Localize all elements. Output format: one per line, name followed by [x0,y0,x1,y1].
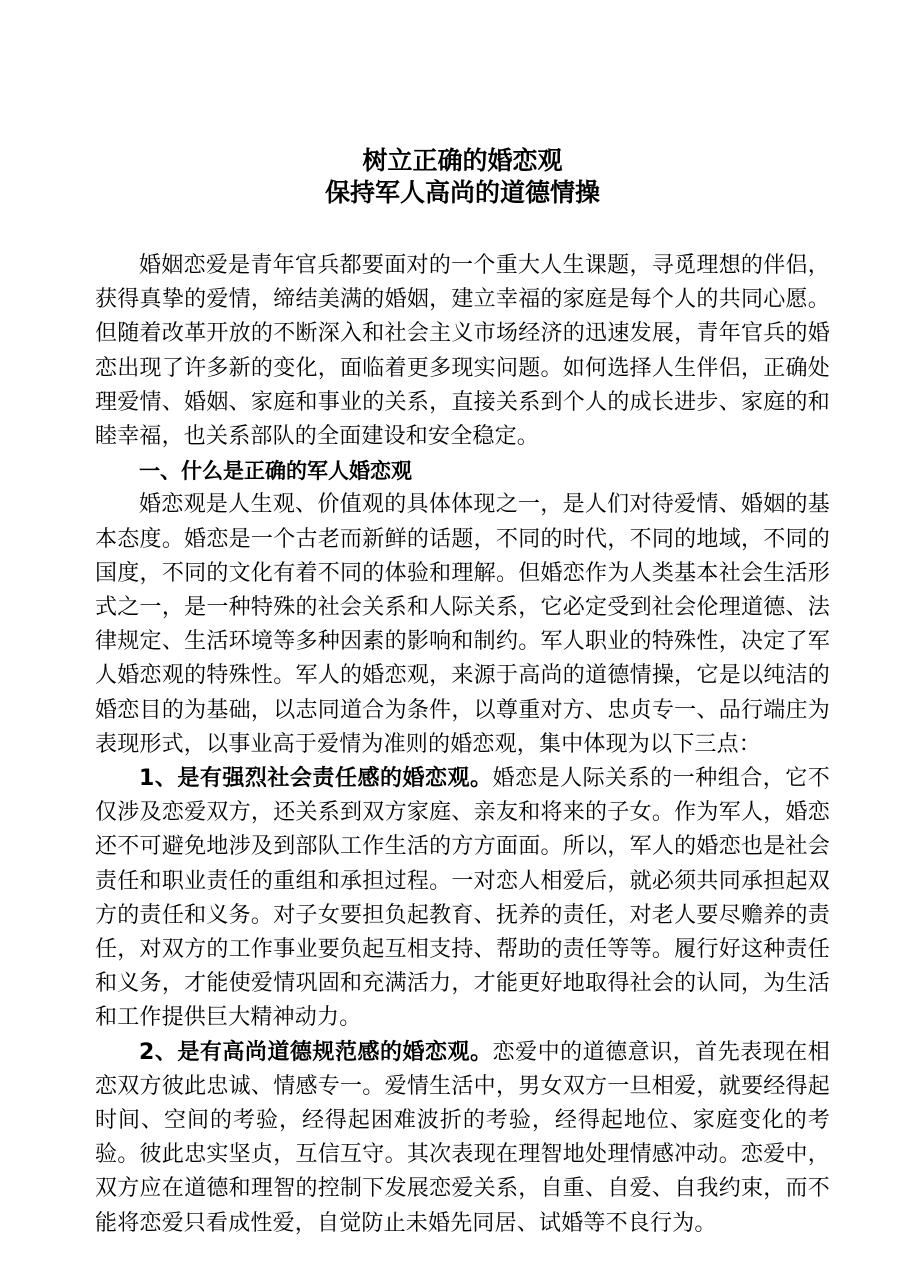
section1-heading: 一、什么是正确的军人婚恋观 [139,459,412,484]
point1-paragraph [95,762,830,1036]
document-title-line2: 保持军人高尚的道德情操 [324,178,600,207]
title-block [95,145,830,209]
point1-body: 婚恋是人际关系的一种组合，它不仅涉及恋爱双方，还关系到双方家庭、亲友和将来的子女。作为军人，婚恋还不可避免地涉及到部队工作生活的方方面面。所以，军人的婚恋也是社会责任和职业责任的重组和承担过程。一对恋人相爱后，就必须共同承担起双方的责任和义务。对子女要担负起教育、抚养的责任，对老人要尽赡养的责任，对双方的工作事业要负起互相支持、帮助的责任等等。履行好这种责任和义务，才能使爱情巩固和充满活力，才能更好地取得社会的认同，为生活和工作提供巨大精神动力。 [95,766,830,1031]
point2-body: 恋爱中的道德意识，首先表现在相恋双方彼此忠诚、情感专一。爱情生活中，男女双方一旦相爱，就要经得起时间、空间的考验，经得起困难波折的考验，经得起地位、家庭变化的考验。彼此忠实坚贞，互信互守。其次表现在理智地处理情感冲动。恋爱中，双方应在道德和理智的控制下发展恋爱关系，自重、自爱、自我约束，而不能将恋爱只看成性爱，自觉防止未婚先同居、试婚等不良行为。 [95,1039,830,1236]
document-title-line1: 树立正确的婚恋观 [362,146,563,175]
point2-lead: 2、是有高尚道德规范感的婚恋观。 [139,1039,493,1065]
document-page [95,145,830,1241]
intro-paragraph: 婚姻恋爱是青年官兵都要面对的一个重大人生课题，寻觅理想的伴侣，获得真挚的爱情，缔结美满的婚姻，建立幸福的家庭是每个人的共同心愿。但随着改革开放的不断深入和社会主义市场经济的迅速发展，青年官兵的婚恋出现了许多新的变化，面临着更多现实问题。如何选择人生伴侣，正确处理爱情、婚姻、家庭和事业的关系，直接关系到个人的成长进步、家庭的和睦幸福，也关系部队的全面建设和安全稳定。 [95,253,830,450]
point2-paragraph [95,1036,830,1241]
section1-paragraph: 婚恋观是人生观、价值观的具体体现之一，是人们对待爱情、婚姻的基本态度。婚恋是一个古老而新鲜的话题，不同的时代，不同的地域，不同的国度，不同的文化有着不同的体验和理解。但婚恋作为人类基本社会生活形式之一，是一种特殊的社会关系和人际关系，它必定受到社会伦理道德、法律规定、生活环境等多种因素的影响和制约。军人职业的特殊性，决定了军人婚恋观的特殊性。军人的婚恋观，来源于高尚的道德情操，它是以纯洁的婚恋目的为基础，以志同道合为条件，以尊重对方、忠贞专一、品行端庄为表现形式，以事业高于爱情为准则的婚恋观，集中体现为以下三点： [95,492,830,757]
point1-lead: 1、是有强烈社会责任感的婚恋观。 [139,766,493,792]
